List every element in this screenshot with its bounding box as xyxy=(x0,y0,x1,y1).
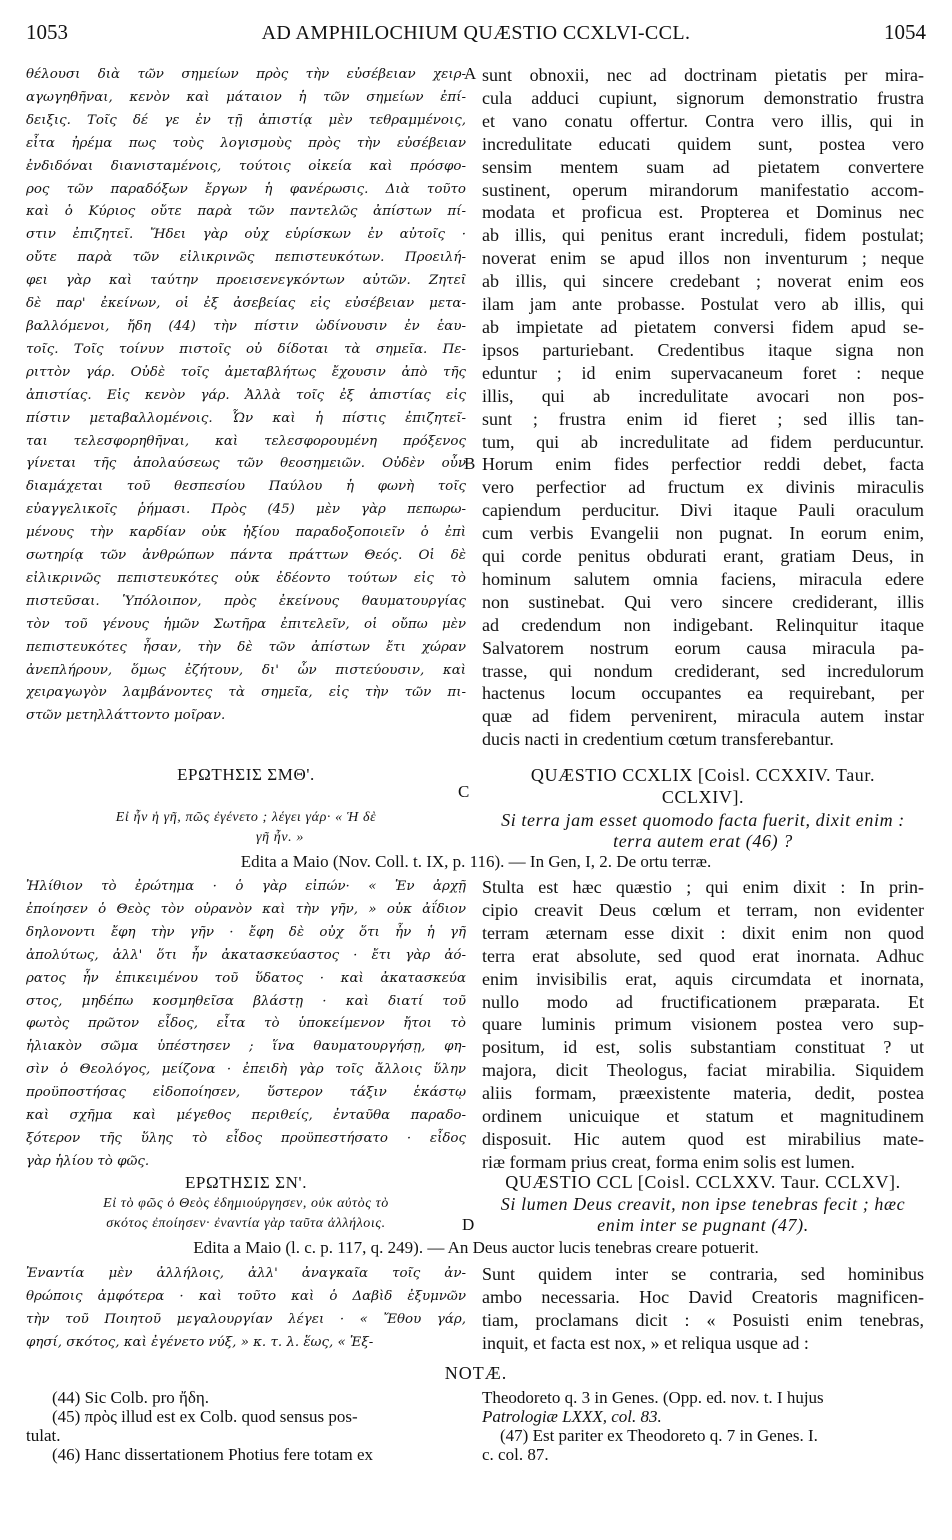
text-line: στιν ἐπιζητεῖ. Ἤδει γὰρ οὐχ εὑρίσκων ἐν αὐτοῖς · xyxy=(26,227,466,243)
text-line: sensim mentem suam ad pietatem convertere xyxy=(482,156,924,177)
greek-column-q248-end xyxy=(26,64,466,728)
text-line: riæ formam prius creat, forma enim solis est lumen. xyxy=(482,1151,855,1172)
greek-question-q250-line2: σκότος ἐποίησεν· ἐναντία γὰρ ταῦτα ἀλλήλοις. xyxy=(106,1216,386,1231)
text-line: nullo modo ad fructificationem præparata. Et xyxy=(482,991,924,1012)
text-line: enim invisibilis erat, aquis circumdata et inornata, xyxy=(482,968,924,989)
text-line: ἐνδιδόναι διανισταμένοις, τούτοις οἰκεία καὶ πρόσφο- xyxy=(26,158,466,174)
latin-question-q249-line2: terra autem erat (46) ? xyxy=(613,831,793,851)
footnote-47-line1: (47) Est pariter ex Theodoreto q. 7 in Genes. I. xyxy=(500,1426,818,1445)
latin-heading-q249-line2: CCLXIV]. xyxy=(661,787,745,807)
text-line: ἀπιστίας. Εἰς κενὸν γάρ. Ἀλλὰ τοῖς ἐξ ἀπιστίας εἰς xyxy=(26,387,466,403)
notes-title: NOTÆ. xyxy=(444,1363,508,1383)
text-line: διαμάχεται τοῦ θεσπεσίου Παύλου ἡ φωνὴ τοῖς xyxy=(26,479,466,495)
latin-heading-q250: QUÆSTIO CCL [Coisl. CCLXXV. Taur. CCLXV]. xyxy=(505,1172,901,1192)
text-line: δὲ παρ' ἐκείνων, οἱ ἐξ ἀσεβείας εἰς εὐσέβειαν μετα- xyxy=(26,296,466,312)
greek-column-q250 xyxy=(26,1263,466,1355)
latin-question-q249-line1: Si terra jam esset quomodo facta fuerit, dixit enim : xyxy=(501,810,905,830)
text-line: Salvatorem nostrum eorum causa miracula pa- xyxy=(482,637,924,658)
greek-question-q250-line1: Εἰ τὸ φῶς ὁ Θεὸς ἐδημιούργησεν, οὐκ αὐτὸς τὸ xyxy=(103,1196,389,1211)
greek-heading-q249: ΕΡΩΤΗΣΙΣ ΣΜΘ'. xyxy=(177,765,315,784)
greek-heading-q250: ΕΡΩΤΗΣΙΣ ΣΝ'. xyxy=(184,1173,308,1192)
text-line: Ἠλίθιον τὸ ἐρώτημα · ὁ γὰρ εἰπών· « Ἐν ἀρχῇ xyxy=(26,879,466,894)
text-line: αγωγηθῆναι, κενὸν καὶ μάταιον ἡ τῶν σημείων ἐπί- xyxy=(26,89,466,105)
text-line: ται τελεσφορηθῆναι, καὶ τελεσφορουμένη πρόξενος xyxy=(26,433,466,449)
text-line: cula adduci cupiunt, signorum demonstratio frustra xyxy=(482,87,924,108)
text-line: ducis nacti in credentium cœtum transferebantur. xyxy=(482,729,834,750)
text-line: terra erat absolute, sed quod erat inornata. Adhuc xyxy=(482,945,924,966)
text-line: qui corde penitus obdurati erant, gratiam Deus, in xyxy=(482,546,924,567)
text-line: ab illis, qui penitus erant increduli, fidem postulat; xyxy=(482,225,924,246)
text-line: ρος τῶν παραδόξων ἔργων ἡ φανέρωσις. Διὰ τοῦτο xyxy=(26,181,466,197)
text-line: ἀπολύτως, ἀλλ' ὅτι ἦν ἀκατασκεύαστος · ἔτι γὰρ ἀό- xyxy=(26,947,466,963)
page-number-left: 1053 xyxy=(26,20,68,44)
greek-question-q249-line1: Εἰ ἦν ἡ γῆ, πῶς ἐγένετο ; λέγει γάρ· « Ἡ δὲ xyxy=(115,810,377,825)
text-line: terram æternam esse dixit : dixit enim non quod xyxy=(482,922,924,943)
footnote-46-cont-line1: Theodoreto q. 3 in Genes. (Opp. ed. nov. t. I hujus xyxy=(482,1388,824,1407)
text-line: καὶ σχῆμα καὶ μέγεθος περιθείς, ἐνταῦθα παραδο- xyxy=(26,1108,466,1124)
text-line: θέλουσι διὰ τῶν σημείων πρὸς τὴν εὐσέβειαν χειρ- xyxy=(26,67,466,82)
text-line: ἡλιακὸν σῶμα ὑπέστησεν ; ἵνα θαυματουργήσῃ, φη- xyxy=(26,1039,466,1055)
text-line: vero perfectior ad fructum ex divinis miraculis xyxy=(482,477,924,498)
text-line: σωτηρίᾳ τῶν ἀνθρώπων πάντα πράττων Θεός. Οἱ δὲ xyxy=(26,548,466,564)
text-line: trasse, qui nondum crediderant, sed incredulorum xyxy=(482,660,924,681)
text-line: βαλλόμενοι, ἤδη (44) τὴν πίστιν ὠδίνουσιν ἐν ἑαυ- xyxy=(26,318,466,334)
text-line: capiendum perducitur. Divi itaque Pauli oraculum xyxy=(482,500,924,521)
text-line: σὶν ὁ Θεολόγος, μείζονα · ἐπειδὴ γὰρ τοῖς ἄλλοις ὕλην xyxy=(26,1062,466,1078)
latin-column-q250 xyxy=(482,1263,924,1355)
text-line: Sunt quidem inter se contraria, sed hominibus xyxy=(482,1264,924,1284)
text-line: φει γὰρ καὶ ταύτην προεισενεγκόντων αὐτῶν. Ζητεῖ xyxy=(26,273,466,289)
text-line: εἶτα ἠρέμα πως τοὺς λογισμοὺς πρὸς τὴν εὐσέβειαν xyxy=(26,135,466,151)
footnote-46: (46) Hanc dissertationem Photius fere totam ex xyxy=(52,1445,374,1464)
text-line: ξότερον τῆς ὕλης τὸ εἶδος προϋπεστήσατο · εἶδος xyxy=(26,1130,466,1146)
text-line: καὶ ὁ Κύριος οὔτε παρὰ τῶν παντελῶς ἀπίστων πί- xyxy=(26,204,466,220)
text-line: στος, μηδέπω κοσμηθεῖσα βλάστῃ · καὶ διατί τοῦ xyxy=(26,993,466,1009)
text-line: δηλονοντι ἔφη τὴν γῆν · ἔφη δὲ οὐχ ὅτι ἦν ἡ γῆ xyxy=(26,924,466,940)
text-line: inquit, et facta est nox, » et reliqua usque ad : xyxy=(482,1332,809,1353)
text-line: μένους τὴν καρδίαν οὐκ ἠξίου παραδοξοποιεῖν ὁ ἐπὶ xyxy=(26,525,466,541)
text-line: ambo necessaria. Hoc David Creatoris magnificen- xyxy=(482,1286,924,1307)
text-line: positum, id est, solis substantiam constituat ? ut xyxy=(482,1037,924,1058)
footnote-44: (44) Sic Colb. pro ἤδη. xyxy=(52,1388,210,1407)
latin-question-q250-line1: Si lumen Deus creavit, non ipse tenebras fecit ; hæc xyxy=(500,1194,906,1214)
text-line: cum verbis Evangelii non pugnat. In eorum enim, xyxy=(482,523,924,544)
text-line: sustinent, operum mirandorum manifestatio accom- xyxy=(482,179,924,200)
text-line: incredulitate educati quidem sunt, postea vero xyxy=(482,133,924,154)
text-line: modata et proficua est. Propterea et Dominus nec xyxy=(482,202,924,223)
text-line: Horum enim fides perfectior reddi debet, facta xyxy=(482,454,924,475)
text-line: quæ ad fidem pervenirent, miracula autem instar xyxy=(482,706,924,727)
text-line: illis, qui ab incredulitate avocari non pos- xyxy=(482,385,924,406)
text-line: disposuit. Hic autem quod est mirabilius mate- xyxy=(482,1128,924,1149)
text-line: ἀνεπλήρουν, ὅμως ἐζήτουν, δι' ὧν πιστεύουσιν, καὶ xyxy=(26,662,466,678)
text-line: ilam jam ante probasse. Postulat vero ab illis, qui xyxy=(482,294,924,315)
text-line: εἰλικρινῶς πεπιστευκότες οὐκ ἐδέοντο τούτων εἰς τὸ xyxy=(26,570,466,586)
text-line: ριττὸν γάρ. Οὐδὲ τοῖς ἀμεταβλήτως ἔχουσιν ἀπὸ τῆς xyxy=(26,364,466,380)
greek-column-q249 xyxy=(26,876,466,1174)
text-line: θρώποις ἀμφότερα · καὶ τοῦτο καὶ ὁ Δαβὶδ ἐξυμνῶν xyxy=(26,1288,466,1304)
text-line: φωτὸς πρῶτον εἶδος, εἶτα τὸ ὑποκείμενον ἤτοι τὸ xyxy=(26,1016,466,1032)
text-line: ab impietate ad pietatem conversi fidem apud se- xyxy=(482,316,924,337)
text-line: γίνεται τῆς ἀπολαύσεως τῶν θεοσημειῶν. Οὐδὲν οὖν xyxy=(26,456,466,472)
text-line: πεπιστευκότες ἦσαν, τὴν δὲ τῶν ἀπίστων ἔτι χώραν xyxy=(26,639,466,655)
footnote-47-line2: c. col. 87. xyxy=(482,1445,549,1464)
text-line: quare luminis primum visionem postea vero sup- xyxy=(482,1014,924,1035)
text-line: ordinem unicuique et statum et magnitudinem xyxy=(482,1106,924,1127)
text-line: noverat enim se apud illos non inventurum ; neque xyxy=(482,248,924,269)
latin-question-q250-line2: enim inter se pugnant (47). xyxy=(597,1215,809,1235)
text-line: τὴν τοῦ Ποιητοῦ μεγαλουργίαν λέγει · « Ἔθου γάρ, xyxy=(26,1311,466,1327)
text-line: ipsos parturiebant. Credentibus itaque signa non xyxy=(482,339,924,360)
text-line: ρατος ἦν ἐπικειμένου τοῦ ὕδατος · καὶ ἀκατασκεύα xyxy=(26,970,466,986)
text-line: τὸν τοῦ γένους ἡμῶν Σωτῆρα ἐπιτελεῖν, οἱ οὔπω μὲν xyxy=(26,616,466,632)
text-line: hominum salutem omnia faciens, miracula edere xyxy=(482,568,924,589)
text-line: χειραγωγὸν λαμβάνοντες τὰ σημεῖα, εἰς τὴν τῶν πι- xyxy=(26,685,466,701)
footnote-45-line2: tulat. xyxy=(26,1426,61,1445)
text-line: sunt obnoxii, nec ad doctrinam pietatis per mira- xyxy=(482,65,924,85)
text-line: τοῖς. Τοῖς τοίνυν πιστοῖς οὐ δίδοται τὰ σημεῖα. Πε- xyxy=(26,341,466,357)
text-line: πιστεῦσαι. Ὑπόλοιπον, πρὸς ἐκείνους θαυματουργίας xyxy=(26,593,466,609)
latin-column-q248-end xyxy=(482,64,924,751)
text-line: φησί, σκότος, καὶ ἐγένετο νύξ, » κ. τ. λ. ἕως, « Ἐξ- xyxy=(26,1334,374,1350)
page-header xyxy=(26,20,926,56)
margin-marker-d: D xyxy=(462,1215,475,1234)
text-line: ad credendum non indigebant. Relinquitur itaque xyxy=(482,614,924,635)
edita-note-q249: Edita a Maio (Nov. Coll. t. IX, p. 116). — In Gen, I, 2. De ortu terræ. xyxy=(240,852,712,871)
text-line: sunt ; frustra enim id fieret ; sed illis tan- xyxy=(482,408,924,429)
margin-marker-c: C xyxy=(458,782,470,801)
text-line: non sustinebat. Qui vero sincere crediderant, illis xyxy=(482,591,924,612)
text-line: cipio creavit Deus cœlum et terram, non evidenter xyxy=(482,899,924,920)
text-line: aliis formam, præexistente materia, dedit, postea xyxy=(482,1083,924,1104)
text-line: tum, qui ab incredulitate ad fidem perducuntur. xyxy=(482,431,924,452)
text-line: ab illis, qui sincere credebant ; noverat enim eos xyxy=(482,271,924,292)
text-line: et vano conatu offertur. Contra vero illis, qui in xyxy=(482,110,924,131)
text-line: πίστιν μεταβαλλομένοις. Ὧν καὶ ἡ πίστις ἐπιζητεῖ- xyxy=(26,410,466,426)
text-line: γὰρ ἡλίου τὸ φῶς. xyxy=(26,1153,150,1169)
text-line: στῶν μετηλλάττοντο μοῖραν. xyxy=(26,708,226,724)
page-number-right: 1054 xyxy=(884,20,926,44)
text-line: ἐποίησεν ὁ Θεὸς τὸν οὐρανὸν καὶ τὴν γῆν, » οὐκ ἀΐδιον xyxy=(26,901,466,917)
text-line: οὔτε παρὰ τῶν εἰλικρινῶς πεπιστευκότων. Προειλή- xyxy=(26,250,466,266)
text-line: eduntur ; id enim supervacaneum foret : neque xyxy=(482,362,924,383)
footnote-46-cont-line2: Patrologiæ LXXX, col. 83. xyxy=(482,1407,662,1426)
greek-question-q249-line2: γῆ ἦν. » xyxy=(256,830,304,845)
text-line: hactenus locum occupantes ea requirebant, per xyxy=(482,683,924,704)
text-line: Stulta est hæc quæstio ; qui enim dixit : In prin- xyxy=(482,877,924,897)
text-line: tiam, proclamans dicit : « Posuisti enim tenebras, xyxy=(482,1309,924,1330)
text-line: εὐαγγελικοῖς ῥήμασι. Πρὸς (45) μὲν γὰρ πεπωρω- xyxy=(26,502,466,518)
latin-column-q249 xyxy=(482,876,924,1174)
latin-heading-q249-line1: QUÆSTIO CCXLIX [Coisl. CCXXIV. Taur. xyxy=(530,765,876,785)
margin-marker-a: A xyxy=(464,64,477,83)
text-line: δειξις. Τοῖς δέ γε ἐν τῇ ἀπιστίᾳ μὲν τεθραμμένοις, xyxy=(26,112,466,128)
text-line: προϋποστήσας εἰδοποίησεν, ὕστερον τάξιν ἑκάστῳ xyxy=(26,1085,466,1101)
footnote-45-line1: (45) πρὸς illud est ex Colb. quod sensus pos- xyxy=(52,1407,358,1426)
margin-marker-b: B xyxy=(464,454,476,473)
text-line: Ἐναντία μὲν ἀλλήλοις, ἀλλ' ἀναγκαῖα τοῖς ἀν- xyxy=(26,1266,466,1281)
running-title: AD AMPHILOCHIUM QUÆSTIO CCXLVI-CCL. xyxy=(261,22,691,44)
text-line: majora, dicit Theologus, faciat mirabilia. Siquidem xyxy=(482,1060,924,1081)
edita-note-q250: Edita a Maio (l. c. p. 117, q. 249). — An Deus auctor lucis tenebras creare potuerit. xyxy=(193,1238,759,1257)
